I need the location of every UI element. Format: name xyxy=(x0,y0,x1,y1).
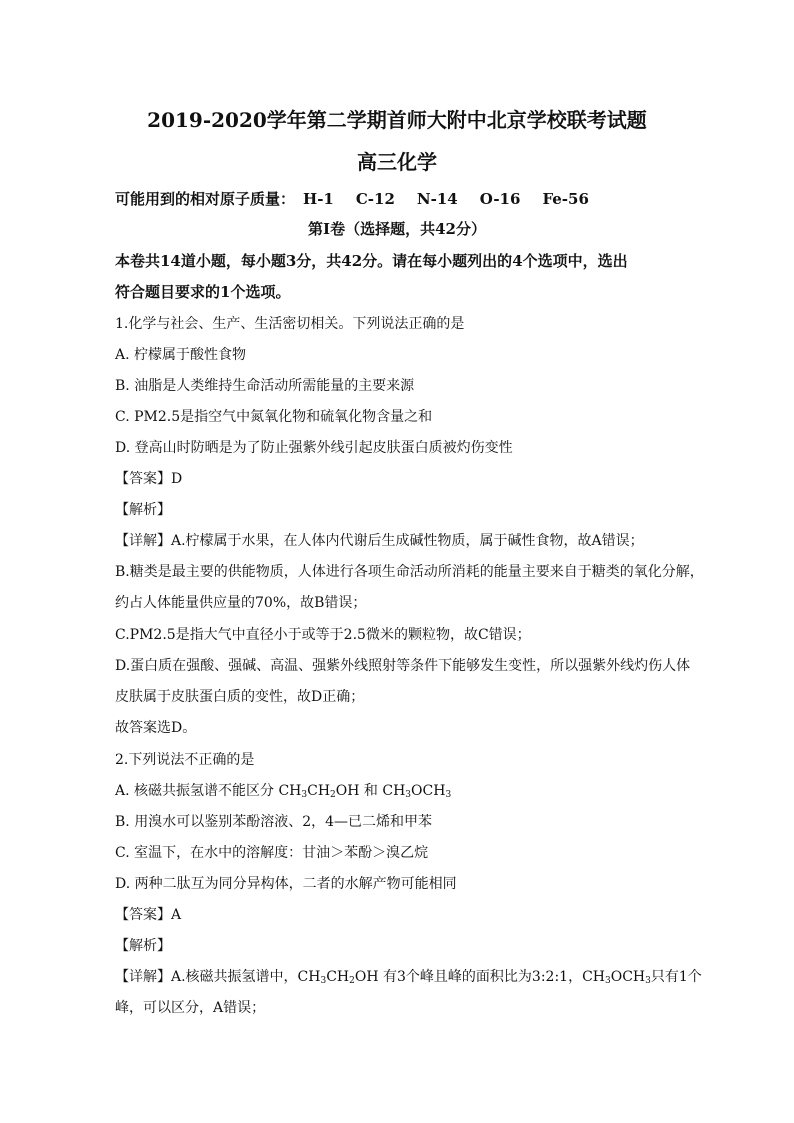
q2-detail-text: 【详解】A.核磁共振氢谱中，CH xyxy=(115,969,321,985)
q2-detail xyxy=(115,966,702,986)
subscript: 3 xyxy=(405,790,412,800)
q2-answer xyxy=(115,904,695,924)
masses-label: 可能用到的相对原子质量： xyxy=(115,190,296,208)
mass-item: H-1 xyxy=(303,190,334,208)
exam-subject: 高三化学 xyxy=(357,150,437,174)
subscript: 3 xyxy=(445,790,452,800)
q2-detail-text: CH xyxy=(326,969,350,985)
answer-label: 【答案】 xyxy=(115,471,171,487)
answer-label: 【答案】 xyxy=(115,907,171,923)
q1-conclusion: 故答案选D。 xyxy=(115,720,197,736)
subscript: 3 xyxy=(605,976,611,986)
q1-detail: 约占人体能量供应量的70%，故B错误； xyxy=(115,595,367,611)
subscript: 2 xyxy=(330,790,336,800)
q1-analysis-label: 【解析】 xyxy=(115,502,171,518)
q1-detail: 【详解】A.柠檬属于水果，在人体内代谢后生成碱性物质，属于碱性食物，故A错误； xyxy=(115,533,644,549)
instructions-line: 符合题目要求的1个选项。 xyxy=(115,283,291,301)
q2-option-a-text: OCH xyxy=(411,783,446,799)
mass-item: C-12 xyxy=(355,190,395,208)
answer-value: D xyxy=(171,471,183,487)
subscript: 2 xyxy=(349,976,355,986)
answer-value: A xyxy=(171,907,182,923)
q2-detail-text: 只有1个 xyxy=(650,969,702,985)
q2-option-b: B. 用溴水可以鉴别苯酚溶液、2，4—已二烯和甲苯 xyxy=(115,814,433,830)
q2-option-a xyxy=(115,780,695,800)
q1-option-b: B. 油脂是人类维持生命活动所需能量的主要来源 xyxy=(115,378,415,394)
section-heading: 第I卷（选择题，共42分） xyxy=(308,220,486,238)
q1-detail: 皮肤属于皮肤蛋白质的变性，故D正确； xyxy=(115,689,365,705)
q1-option-c: C. PM2.5是指空气中氮氧化物和硫氧化物含量之和 xyxy=(115,409,433,425)
instructions-line: 本卷共14道小题，每小题3分，共42分。请在每小题列出的4个选项中，选出 xyxy=(115,252,628,270)
q2-option-c: C. 室温下，在水中的溶解度：甘油＞苯酚＞溴乙烷 xyxy=(115,845,429,861)
q2-option-a-text: CH xyxy=(307,783,331,799)
mass-item: Fe-56 xyxy=(542,190,589,208)
mass-item: O-16 xyxy=(479,190,521,208)
mass-item: N-14 xyxy=(416,190,458,208)
q1-detail: D.蛋白质在强酸、强碱、高温、强紫外线照射等条件下能够发生变性，所以强紫外线灼伤人体 xyxy=(115,658,691,674)
q1-option-d: D. 登高山时防晒是为了防止强紫外线引起皮肤蛋白质被灼伤变性 xyxy=(115,440,513,456)
q1-detail: C.PM2.5是指大气中直径小于或等于2.5微米的颗粒物，故C错误； xyxy=(115,627,531,643)
q2-detail-text: OH 有3个峰且峰的面积比为3:2:1，CH xyxy=(354,969,605,985)
subscript: 3 xyxy=(320,976,327,986)
q1-answer xyxy=(115,468,695,488)
q1-detail: B.糖类是最主要的供能物质，人体进行各项生命活动所消耗的能量主要来自于糖类的氧化分解， xyxy=(115,564,704,580)
exam-title: 2019-2020学年第二学期首师大附中北京学校联考试题 xyxy=(147,108,647,132)
q2-option-a-text: OH 和 CH xyxy=(335,783,406,799)
subscript: 3 xyxy=(301,790,308,800)
q2-option-a-text: A. 核磁共振氢谱不能区分 CH xyxy=(115,783,302,799)
q2-detail-text: OCH xyxy=(610,969,646,985)
atomic-masses xyxy=(115,188,695,209)
subscript: 3 xyxy=(645,976,651,986)
q2-analysis-label: 【解析】 xyxy=(115,938,171,954)
q2-stem: 2.下列说法不正确的是 xyxy=(115,752,255,768)
q1-option-a: A. 柠檬属于酸性食物 xyxy=(115,347,247,363)
q1-stem: 1.化学与社会、生产、生活密切相关。下列说法正确的是 xyxy=(115,316,465,332)
q2-option-d: D. 两种二肽互为同分异构体，二者的水解产物可能相同 xyxy=(115,876,457,892)
q2-detail: 峰，可以区分，A错误； xyxy=(115,1000,266,1016)
